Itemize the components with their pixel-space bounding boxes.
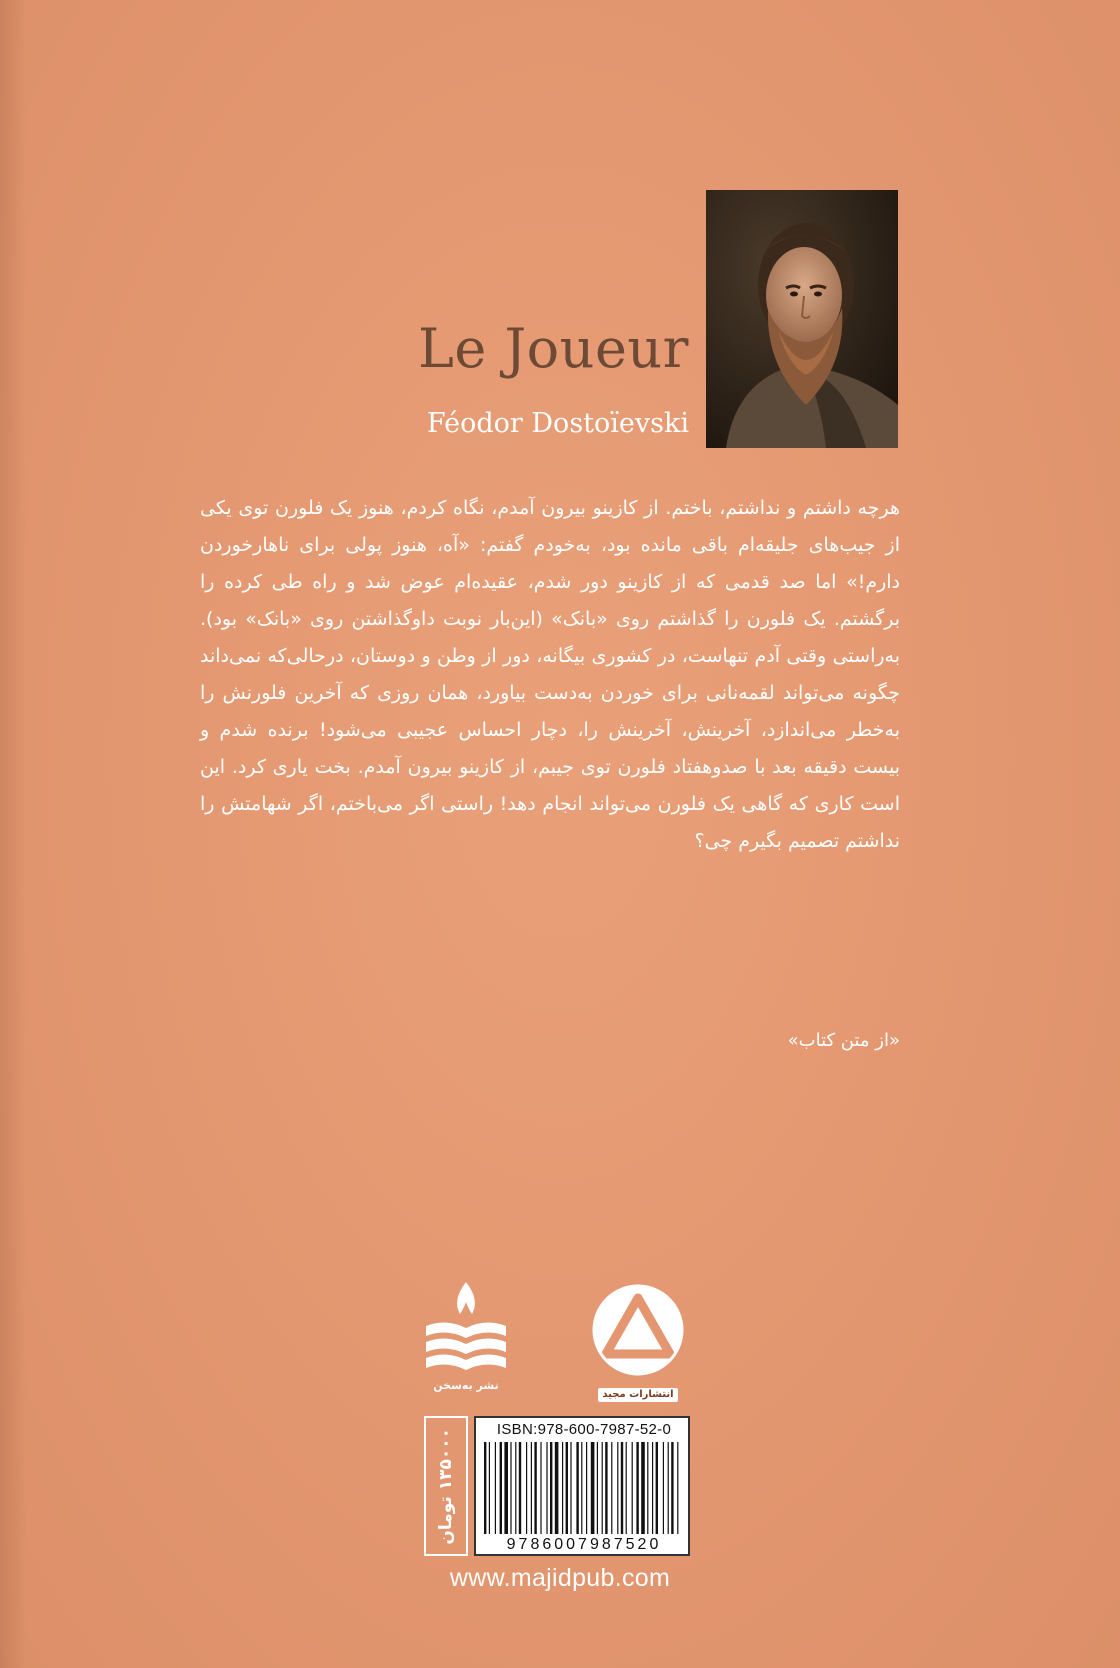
book-title: Le Joueur — [418, 317, 689, 380]
book-flame-icon — [420, 1280, 512, 1376]
blurb-text: هرچه داشتم و نداشتم، باختم. از کازینو بیرون آمدم، نگاه کردم، هنوز یک فلورن توی یکی از جیب‌های جلیقه‌ام باقی مانده بود، به‌خودم گفتم: «آه، هنوز پولی برای ناهارخوردن دارم!» اما صد قدمی که از کازینو دور شدم، عقیده‌ام عوض شد و راه طی کرده را برگشتم. یک فلورن را گذاشتم روی «بانک» (این‌بار نوبت داوگذاشتن روی «بانک» بود). به‌راستی وقتی آدم تنهاست، در کشوری بیگانه، دور از وطن و دوستان، درحالی‌که نمی‌داند چگونه می‌تواند لقمه‌نانی برای خوردن به‌دست بیاورد، همان روزی که آخرین فلورنش را به‌خطر می‌اندازد، آخرینش، آخرینش را، دچار احساس عجیبی می‌شود! برنده شدم و بیست دقیقه بعد با صدوهفتاد فلورن توی جیبم، از کازینو بیرون آمدم. بخت یاری کرد. این است کاری که گاهی یک فلورن می‌تواند انجام دهد! راستی اگر می‌باختم، اگر شهامتش را نداشتم تصمیم بگیرم چی؟ — [200, 497, 900, 852]
isbn-number: ISBN:978-600-7987-52-0 — [496, 1421, 672, 1438]
be-sokhan-caption: نشر به‌سخن — [433, 1379, 499, 1392]
barcode-bars — [484, 1442, 684, 1534]
blurb-source: «از متن کتاب» — [787, 1030, 900, 1051]
portrait-illustration — [706, 190, 898, 448]
publisher-logo-majid — [590, 1282, 686, 1400]
price-label — [424, 1416, 468, 1556]
isbn-barcode — [474, 1416, 690, 1556]
author-name: Féodor Dostoïevski — [426, 408, 689, 439]
author-portrait — [706, 190, 898, 448]
barcode-digits: 9786007987520 — [506, 1536, 662, 1553]
publisher-website: www.majidpub.com — [449, 1564, 671, 1592]
triangle-circle-icon — [590, 1282, 686, 1378]
price-text: ۱۳۵۰۰۰ تومان — [436, 1427, 456, 1545]
majid-caption: انتشارات مجید — [598, 1388, 677, 1402]
spine-shadow — [0, 0, 26, 1668]
publisher-logo-be-sokhan — [420, 1280, 512, 1396]
